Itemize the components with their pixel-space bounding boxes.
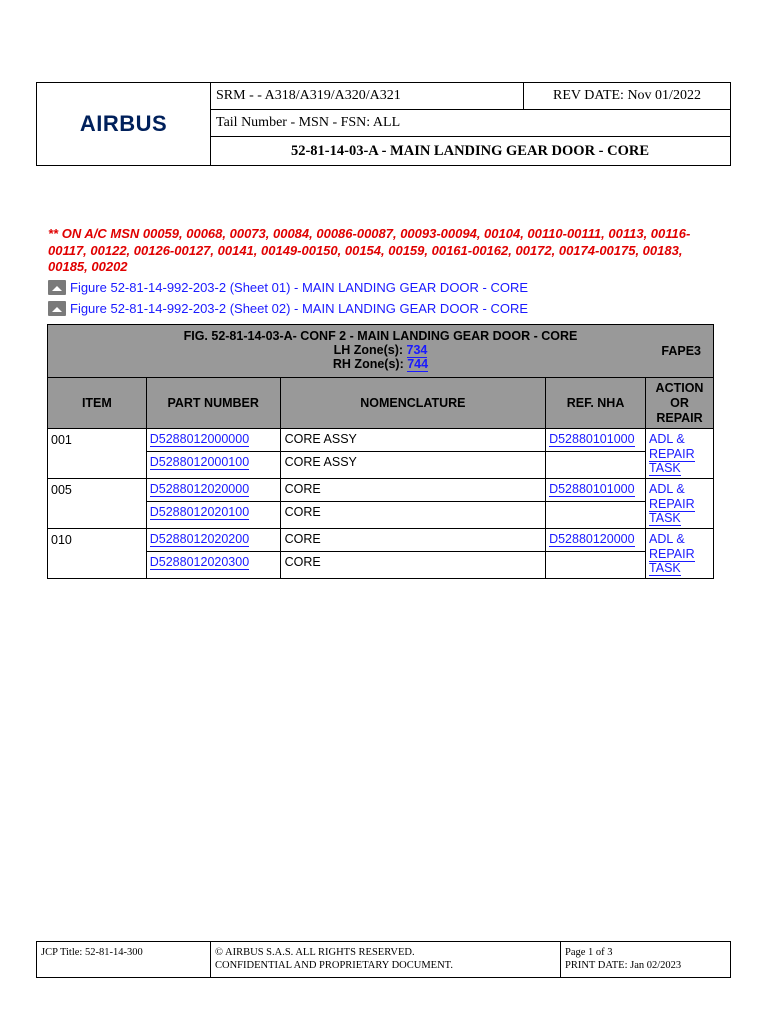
ref-nha-cell <box>546 479 646 502</box>
jcp-title: JCP Title: 52-81-14-300 <box>37 942 211 977</box>
figure-link-sheet-02[interactable] <box>48 301 528 316</box>
ref-nha-cell <box>546 429 646 452</box>
figure-header <box>48 325 714 378</box>
part-number-link[interactable]: D5288012020100 <box>149 505 250 519</box>
ref-nha-cell <box>546 552 646 579</box>
task-link[interactable]: TASK <box>649 511 681 525</box>
lh-zones: LH Zone(s): 734 <box>333 343 428 357</box>
table-row <box>48 552 714 579</box>
col-action-or-repair: ACTION OR REPAIR <box>646 378 714 429</box>
adl-link[interactable]: ADL & <box>649 482 685 496</box>
figure-link-label[interactable]: Figure 52-81-14-992-203-2 (Sheet 01) - MAIN LANDING GEAR DOOR - CORE <box>70 280 529 295</box>
image-icon <box>48 280 66 295</box>
nomenclature: CORE <box>280 552 545 579</box>
print-date: PRINT DATE: Jan 02/2023 <box>565 960 682 971</box>
copyright-notice: © AIRBUS S.A.S. ALL RIGHTS RESERVED. CONFIDENTIAL AND PROPRIETARY DOCUMENT. <box>211 942 561 977</box>
action-or-repair <box>646 479 714 529</box>
table-row <box>48 479 714 502</box>
tail-number: Tail Number - MSN - FSN: ALL <box>210 110 730 137</box>
rh-zones: RH Zone(s): 744 <box>332 357 429 371</box>
col-ref-nha: REF. NHA <box>546 378 646 429</box>
page-info <box>561 942 731 977</box>
revision-date: REV DATE: Nov 01/2022 <box>524 83 730 110</box>
col-nomenclature: NOMENCLATURE <box>280 378 545 429</box>
rh-zone-link[interactable]: 744 <box>407 357 429 371</box>
part-number-link[interactable]: D5288012000000 <box>149 432 250 446</box>
document-header <box>36 82 731 166</box>
task-link[interactable]: TASK <box>649 561 681 575</box>
nomenclature: CORE ASSY <box>280 429 545 452</box>
repair-link[interactable]: REPAIR <box>649 546 695 561</box>
ref-nha-cell <box>546 452 646 479</box>
ref-nha-link[interactable]: D52880101000 <box>549 432 635 446</box>
page-number: Page 1 of 3 <box>565 947 613 958</box>
adl-link[interactable]: ADL & <box>649 532 685 546</box>
figure-link-sheet-01[interactable] <box>48 280 528 295</box>
ref-nha-link[interactable]: D52880101000 <box>549 482 635 496</box>
nomenclature: CORE <box>280 529 545 552</box>
part-number-link[interactable]: D5288012000100 <box>149 455 250 469</box>
table-row <box>48 502 714 529</box>
col-item: ITEM <box>48 378 147 429</box>
item-number: 010 <box>48 529 147 579</box>
nomenclature: CORE ASSY <box>280 452 545 479</box>
image-icon <box>48 301 66 316</box>
item-number: 005 <box>48 479 147 529</box>
ref-nha-cell <box>546 502 646 529</box>
action-or-repair <box>646 529 714 579</box>
action-or-repair <box>646 429 714 479</box>
table-row <box>48 529 714 552</box>
applicability-note: ** ON A/C MSN 00059, 00068, 00073, 00084, 00086-00087, 00093-00094, 00104, 00110-00111, 00113, 00116-00117, 00122, 00126-00127, 00141, 00149-00150, 00154, 00159, 00161-00162, 00172, 00174-00175, 00183, 00185, 00202 <box>48 226 691 274</box>
airbus-logo: AIRBUS <box>37 83 211 165</box>
nomenclature: CORE <box>280 479 545 502</box>
lh-zone-link[interactable]: 734 <box>406 343 428 357</box>
adl-link[interactable]: ADL & <box>649 432 685 446</box>
table-row <box>48 429 714 452</box>
ref-nha-cell <box>546 529 646 552</box>
table-row <box>48 452 714 479</box>
repair-link[interactable]: REPAIR <box>649 496 695 511</box>
col-part-number: PART NUMBER <box>146 378 280 429</box>
ref-nha-link[interactable]: D52880120000 <box>549 532 635 546</box>
item-number: 001 <box>48 429 147 479</box>
part-number-link[interactable]: D5288012020000 <box>149 482 250 496</box>
parts-table <box>47 324 714 579</box>
nomenclature: CORE <box>280 502 545 529</box>
figure-link-label[interactable]: Figure 52-81-14-992-203-2 (Sheet 02) - MAIN LANDING GEAR DOOR - CORE <box>70 301 529 316</box>
repair-link[interactable]: REPAIR <box>649 446 695 461</box>
task-link[interactable]: TASK <box>649 461 681 475</box>
part-number-link[interactable]: D5288012020200 <box>149 532 250 546</box>
figure-title: FIG. 52-81-14-03-A- CONF 2 - MAIN LANDING GEAR DOOR - CORE <box>183 329 578 343</box>
document-title: 52-81-14-03-A - MAIN LANDING GEAR DOOR - CORE <box>290 142 650 159</box>
part-number-link[interactable]: D5288012020300 <box>149 555 250 569</box>
document-footer <box>36 941 731 978</box>
srm-reference: SRM - - A318/A319/A320/A321 <box>210 83 524 110</box>
fape-code: FAPE3 <box>661 344 701 358</box>
column-header-row <box>48 378 714 429</box>
